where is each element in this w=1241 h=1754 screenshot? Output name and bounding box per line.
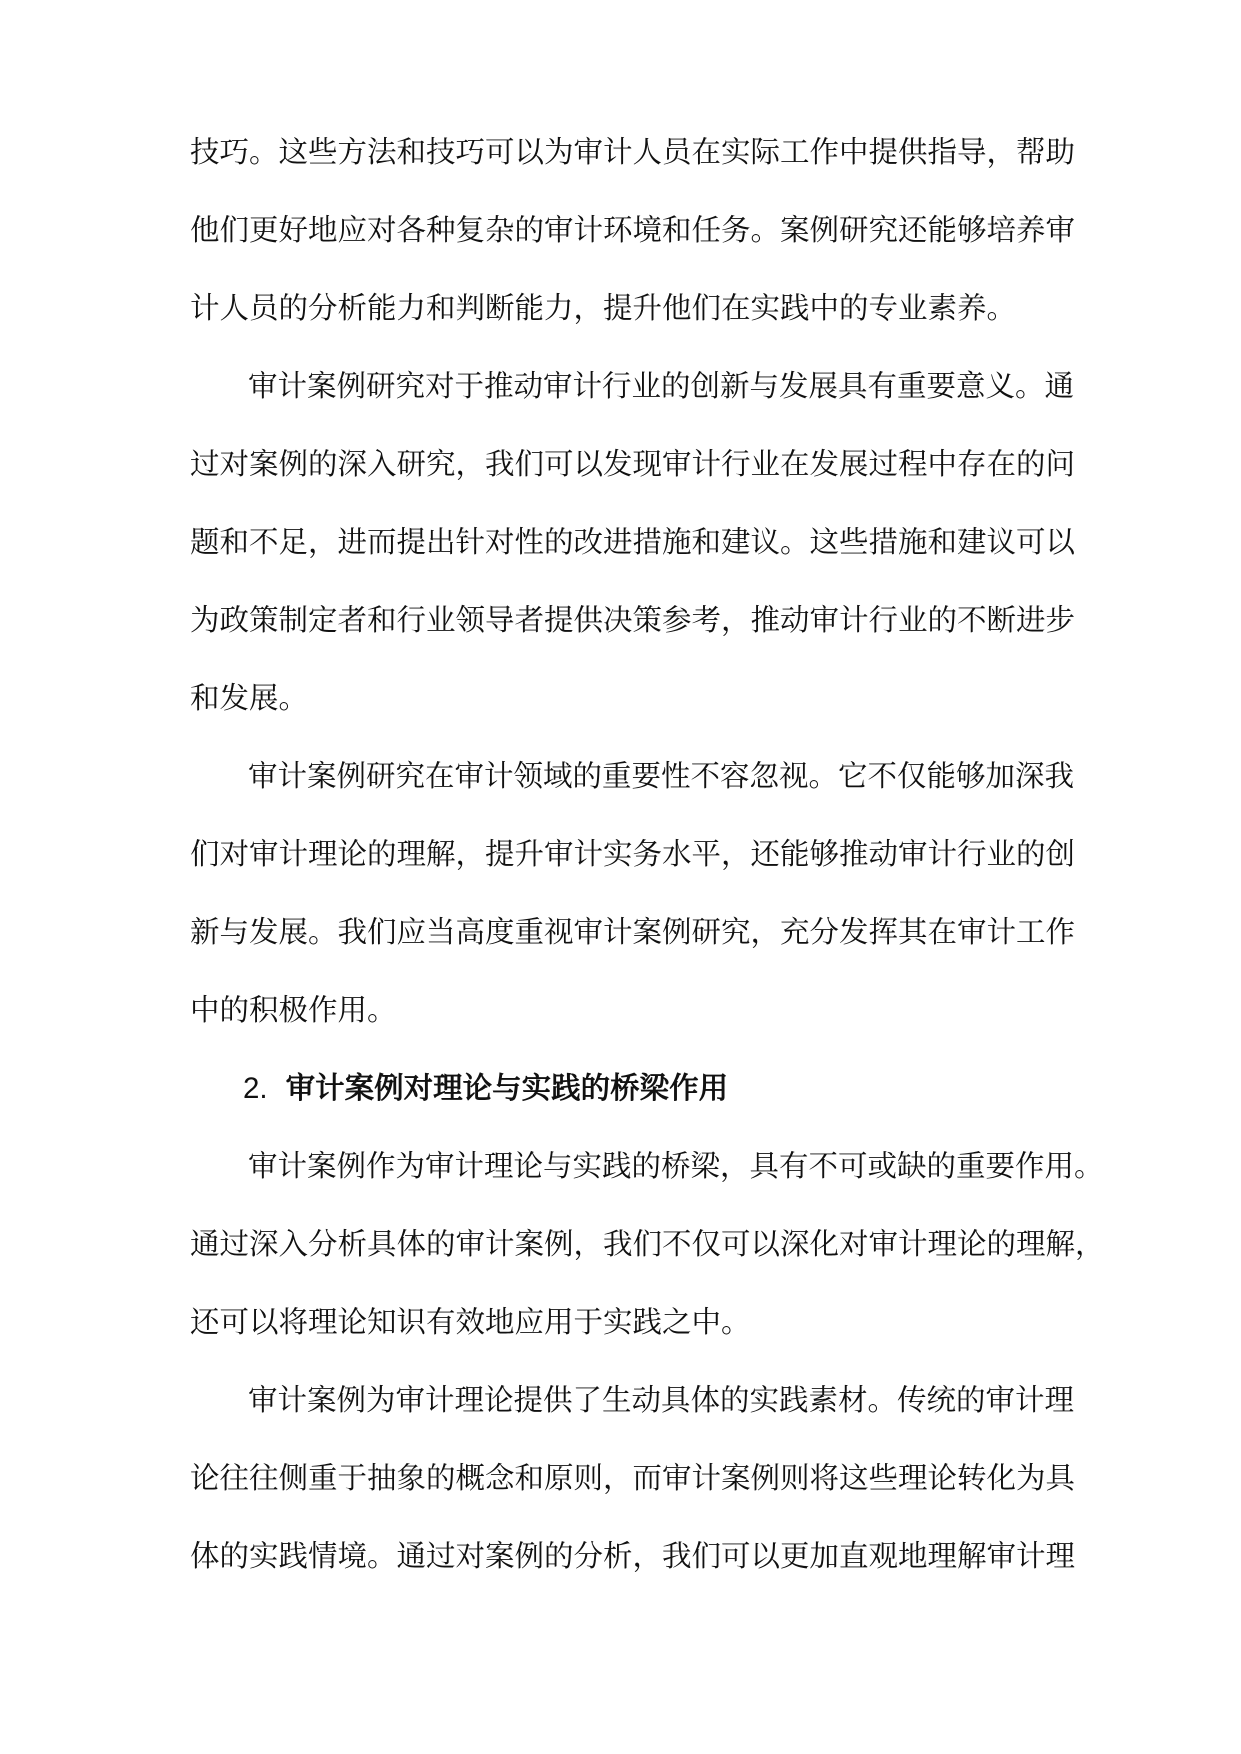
paragraph-3-line-1: 审计案例研究在审计领域的重要性不容忽视。它不仅能够加深我 (248, 759, 1075, 793)
paragraph-4-line-1: 审计案例作为审计理论与实践的桥梁，具有不可或缺的重要作用。 (248, 1149, 1104, 1183)
paragraph-3-line-4: 中的积极作用。 (190, 993, 397, 1027)
paragraph-1-line-2: 他们更好地应对各种复杂的审计环境和任务。案例研究还能够培养审 (190, 213, 1076, 247)
section-heading-number: 2. (243, 1072, 268, 1105)
paragraph-1-line-1: 技巧。这些方法和技巧可以为审计人员在实际工作中提供指导，帮助 (190, 135, 1076, 169)
paragraph-5-line-1: 审计案例为审计理论提供了生动具体的实践素材。传统的审计理 (248, 1383, 1075, 1417)
paragraph-2-line-2: 过对案例的深入研究，我们可以发现审计行业在发展过程中存在的问 (190, 447, 1076, 481)
paragraph-2-line-3: 题和不足，进而提出针对性的改进措施和建议。这些措施和建议可以 (190, 525, 1076, 559)
paragraph-3-line-3: 新与发展。我们应当高度重视审计案例研究，充分发挥其在审计工作 (190, 915, 1076, 949)
paragraph-5-line-3: 体的实践情境。通过对案例的分析，我们可以更加直观地理解审计理 (190, 1539, 1076, 1573)
paragraph-4-line-3: 还可以将理论知识有效地应用于实践之中。 (190, 1305, 751, 1339)
paragraph-1-line-3: 计人员的分析能力和判断能力，提升他们在实践中的专业素养。 (190, 291, 1017, 325)
paragraph-4-line-2: 通过深入分析具体的审计案例，我们不仅可以深化对审计理论的理解， (190, 1227, 1105, 1261)
section-heading-title: 审计案例对理论与实践的桥梁作用 (285, 1071, 729, 1105)
paragraph-2-line-1: 审计案例研究对于推动审计行业的创新与发展具有重要意义。通 (248, 369, 1075, 403)
section-heading (243, 1066, 728, 1110)
paragraph-3-line-2: 们对审计理论的理解，提升审计实务水平，还能够推动审计行业的创 (190, 837, 1076, 871)
paragraph-5-line-2: 论往往侧重于抽象的概念和原则，而审计案例则将这些理论转化为具 (190, 1461, 1076, 1495)
paragraph-2-line-5: 和发展。 (190, 681, 309, 715)
paragraph-2-line-4: 为政策制定者和行业领导者提供决策参考，推动审计行业的不断进步 (190, 603, 1076, 637)
